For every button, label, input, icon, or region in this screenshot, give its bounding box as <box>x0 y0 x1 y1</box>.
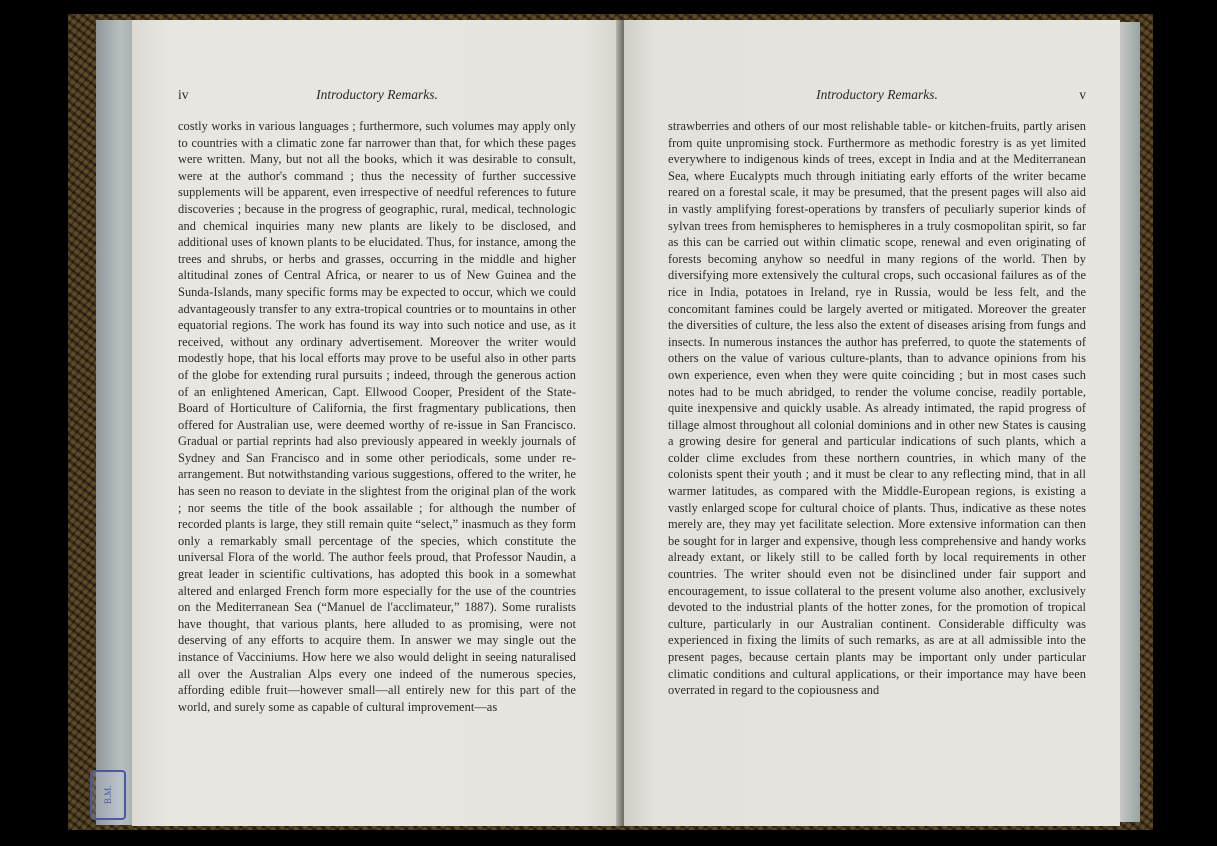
right-page-text: strawberries and others of our most relishable table- or kitchen-fruits, partly arisen from quite unpromising stock. Furthermore as methodic forestry is as yet limited everywhere to indigenous kinds of trees, except in India and at the Mediterranean Sea, where Eucalypts much through initiating early efforts of the writer became reared on a forestal scale, it may be presumed, that the present pages will also aid in vastly amplifying forest-operations by transfers of peculiarly superior kinds of sylvan trees from hemispheres to hemispheres in a truly cosmopolitan spirit, so far as this can be carried out within climatic scope, renewal and even originating of forests becoming anyhow so needful in many regions of the world. Then by diversifying more extensively the cultural crops, such occasional failures as of the rice in India, potatoes in Ireland, rye in Russia, would be less felt, and the concomitant famines could be largely averted or mitigated. Moreover the greater the diversities of culture, the less also the extent of diseases arising from fungs and insects. In numerous instances the author has preferred, to quote the statements of others on the value of various culture-plants, than to advance opinions from his own experience, even when they were quite coinciding ; but in most cases such notes had to be much abridged, to render the volume concise, readily portable, quite inexpensive and quickly usable. As already intimated, the rapid progress of tillage almost throughout all colonial dominions and in other new States is causing a growing desire for general and particular indications of such plants, which a colder clime excludes from these northern countries, in which many of the colonists spent their youth ; and it must be clear to any reflecting mind, that in all warmer latitudes, as compared with the Middle-European regions, is existing a vastly enlarged scope for cultural choice of plants. Thus, indicative as these notes merely are, they may yet facilitate selection. More extensive information can then be sought for in larger and expensive, though less comprehensive and handy works already extant, or likely still to be called forth by local requirements in other countries. The writer should even not be disinclined under fair support and encouragement, to issue collateral to the present volume also another, exclusively devoted to the industrial plants of the hotter zones, for the promotion of tropical culture, particularly in our Australian continent. Considerable difficulty was experienced in fixing the limits of such remarks, as are at all admissible into the present pages, because certain plants may be important only under particular climatic conditions and cultural applications, or their importance may have been overrated in regard to the copiousness and <box>668 119 1086 698</box>
left-running-title: Introductory Remarks. <box>316 87 438 102</box>
right-page <box>624 20 1120 826</box>
left-page-number: iv <box>178 87 189 102</box>
library-stamp: B.M. <box>90 770 126 820</box>
left-page-text: costly works in various languages ; furthermore, such volumes may apply only to countries with a climatic zone far narrower than that, for which these pages were written. Many, but not all the books, which it was desirable to consult, were at the author's command ; thus the necessity of further successive supplements will be apparent, even irrespective of needful references to future discoveries ; because in the progress of geographic, rural, medical, technologic and chemical inquiries many new plants are likely to be disclosed, and additional uses of known plants to be elucidated. Thus, for instance, among the trees and shrubs, or herbs and grasses, occurring in the middle and higher altitudinal zones of Central Africa, or nearer to us of New Guinea and the Sunda-Islands, many specific forms may be expected to occur, which we could advantageously transfer to any extra-tropical countries or to mountains in other equatorial regions. The work has found its way into such notice and use, as it received, without any ordinary advertisement. Moreover the writer would modestly hope, that his local efforts may prove to be useful also in other parts of the globe for extending rural pursuits ; indeed, through the generous action of an enlightened American, Capt. Ellwood Cooper, President of the State-Board of Horticulture of California, the first fragmentary publications, then offered for Australian use, were deemed worthy of re-issue in San Francisco. Gradual or partial reprints had also previously appeared in weekly journals of Sydney and San Francisco and in some other periodicals, some under re-arrangement. But notwithstanding various suggestions, offered to the writer, he has seen no reason to deviate in the slightest from the original plan of the work ; nor seems the title of the book assailable ; for although the number of recorded plants is large, they still remain quite “select,” inasmuch as they form only a remarkably small percentage of the species, which constitute the universal Flora of the world. The author feels proud, that Professor Naudin, a great leader in scientific cultivations, has adopted this book in a somewhat altered and enlarged French form more especially for the use of the countries on the Mediterranean Sea (“Manuel de l'acclimateur,” 1887). Some ruralists have thought, that various plants, here alluded to as promising, were not deserving of any efforts to acquire them. In answer we may single out the instance of Vacciniums. How here we also would delight in seeing naturalised all over the Australian Alps every one indeed of the numerous species, affording edible fruit—however small—all entirely new for this part of the world, and surely some as capable of cultural improvement—as <box>178 119 576 714</box>
right-endpaper <box>1118 22 1140 822</box>
left-running-head <box>178 84 576 106</box>
left-endpaper <box>96 20 136 825</box>
left-page <box>132 20 622 826</box>
right-running-title: Introductory Remarks. <box>816 87 938 102</box>
right-running-head <box>668 84 1086 106</box>
right-page-number: v <box>1079 87 1086 102</box>
